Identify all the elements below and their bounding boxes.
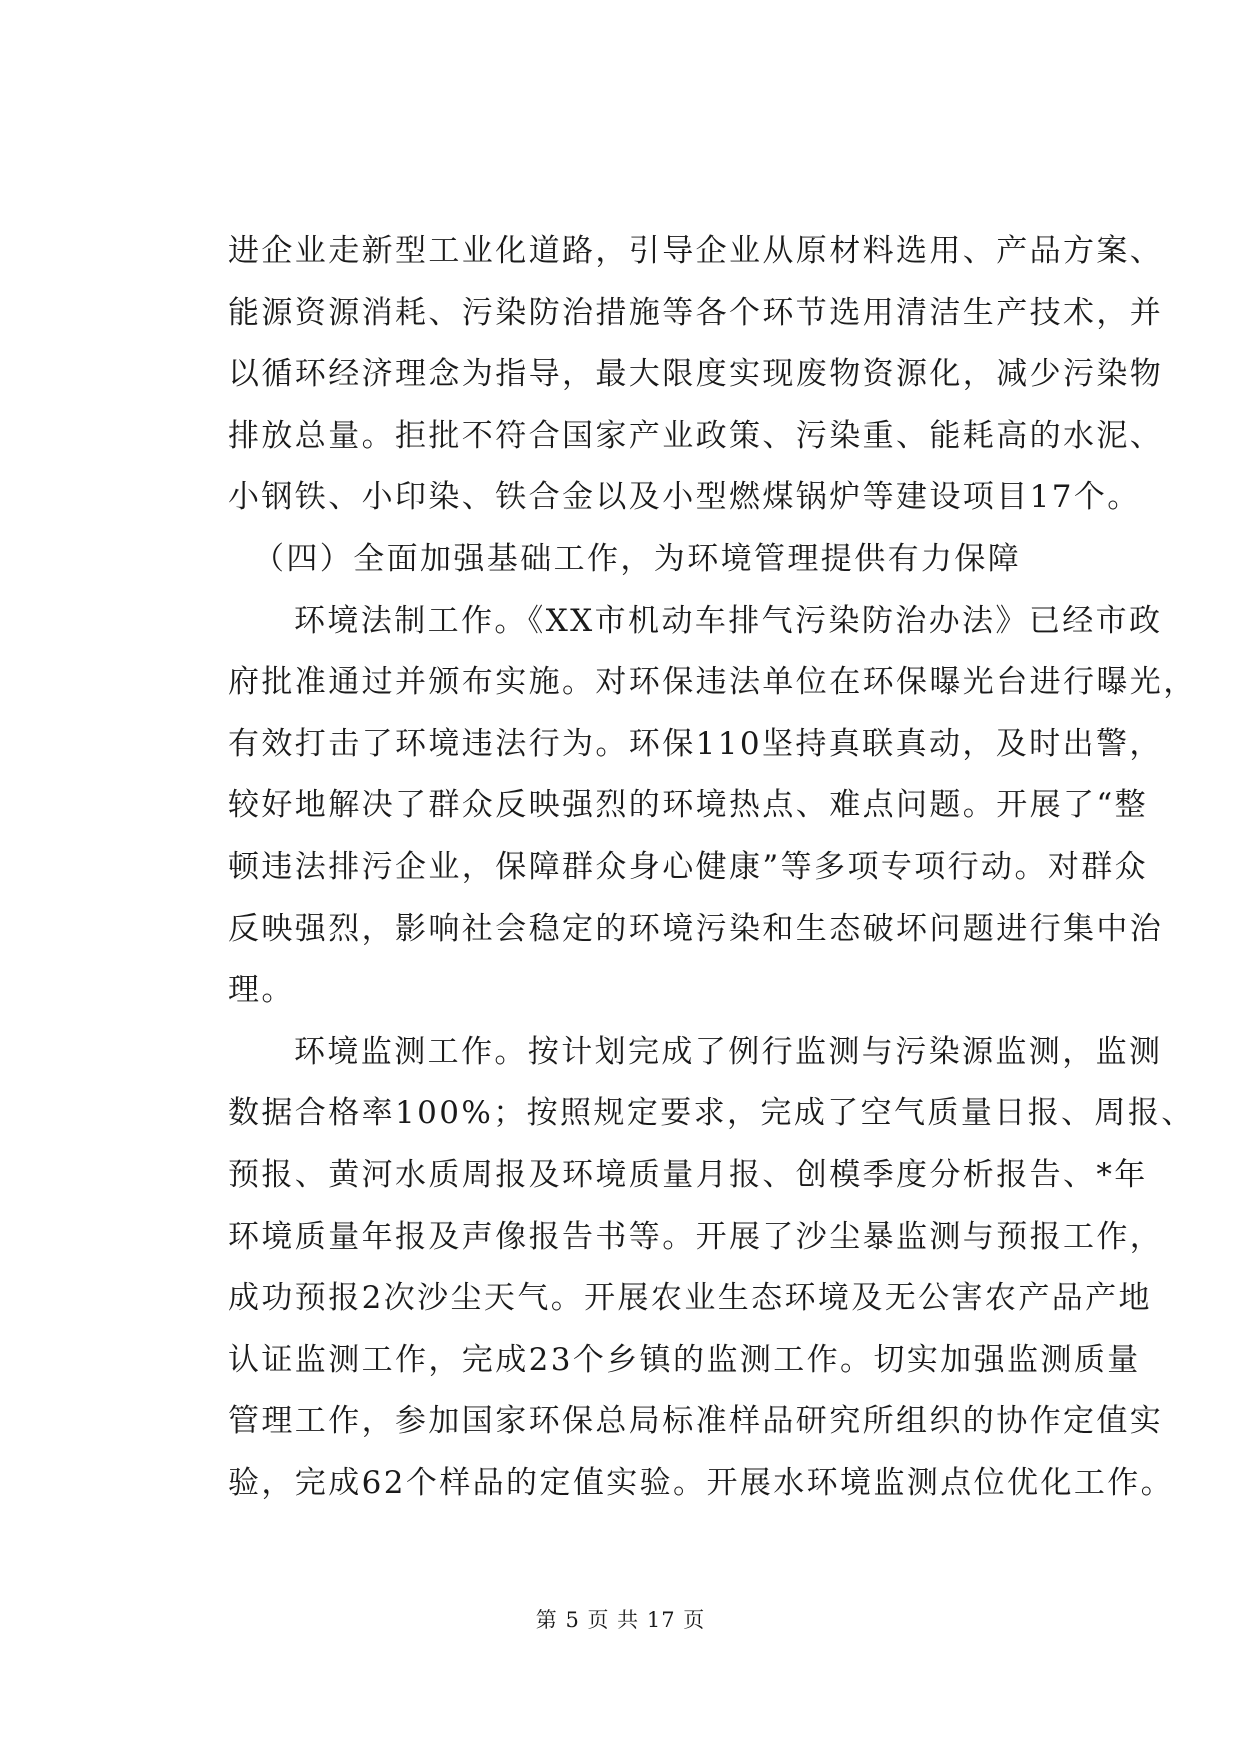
text-line: 顿违法排污企业，保障群众身心健康”等多项专项行动。对群众	[228, 848, 1149, 885]
text-line: 验，完成62个样品的定值实验。开展水环境监测点位优化工作。	[228, 1464, 1175, 1501]
text-line: 反映强烈，影响社会稳定的环境污染和生态破坏问题进行集中治	[228, 910, 1164, 947]
text-line: 环境监测工作。按计划完成了例行监测与污染源监测，监测	[294, 1033, 1163, 1070]
text-line: 数据合格率100%；按照规定要求，完成了空气质量日报、周报、	[228, 1095, 1195, 1132]
text-line: 进企业走新型工业化道路，引导企业从原材料选用、产品方案、	[228, 233, 1164, 269]
text-line: 较好地解决了群众反映强烈的环境热点、难点问题。开展了“整	[228, 787, 1149, 824]
text-line: 成功预报2次沙尘天气。开展农业生态环境及无公害农产品产地	[228, 1280, 1152, 1317]
text-line: 环境法制工作。《XX市机动车排气污染防治办法》已经市政	[294, 602, 1163, 639]
text-line: 预报、黄河水质周报及环境质量月报、创模季度分析报告、*年	[228, 1156, 1148, 1193]
text-line: 小钢铁、小印染、铁合金以及小型燃煤锅炉等建设项目17个。	[228, 479, 1141, 516]
text-line: 能源资源消耗、污染防治措施等各个环节选用清洁生产技术，并	[228, 294, 1164, 331]
text-line: 环境质量年报及声像报告书等。开展了沙尘暴监测与预报工作，	[228, 1218, 1164, 1255]
text-line: 认证监测工作，完成23个乡镇的监测工作。切实加强监测质量	[228, 1341, 1141, 1378]
page-footer: 第 5 页 共 17 页	[535, 1608, 706, 1632]
text-line: 管理工作，参加国家环保总局标准样品研究所组织的协作定值实	[228, 1403, 1164, 1440]
text-line: 排放总量。拒批不符合国家产业政策、污染重、能耗高的水泥、	[228, 417, 1164, 454]
text-line: 有效打击了环境违法行为。环保110坚持真联真动，及时出警，	[228, 725, 1163, 762]
document-body	[228, 221, 1197, 1514]
text-line: 以循环经济理念为指导，最大限度实现废物资源化，减少污染物	[228, 356, 1164, 393]
section-heading: （四）全面加强基础工作，为环境管理提供有力保障	[253, 540, 1022, 577]
text-line: 府批准通过并颁布实施。对环保违法单位在环保曝光台进行曝光，	[228, 664, 1197, 701]
text-line: 理。	[228, 972, 295, 1009]
